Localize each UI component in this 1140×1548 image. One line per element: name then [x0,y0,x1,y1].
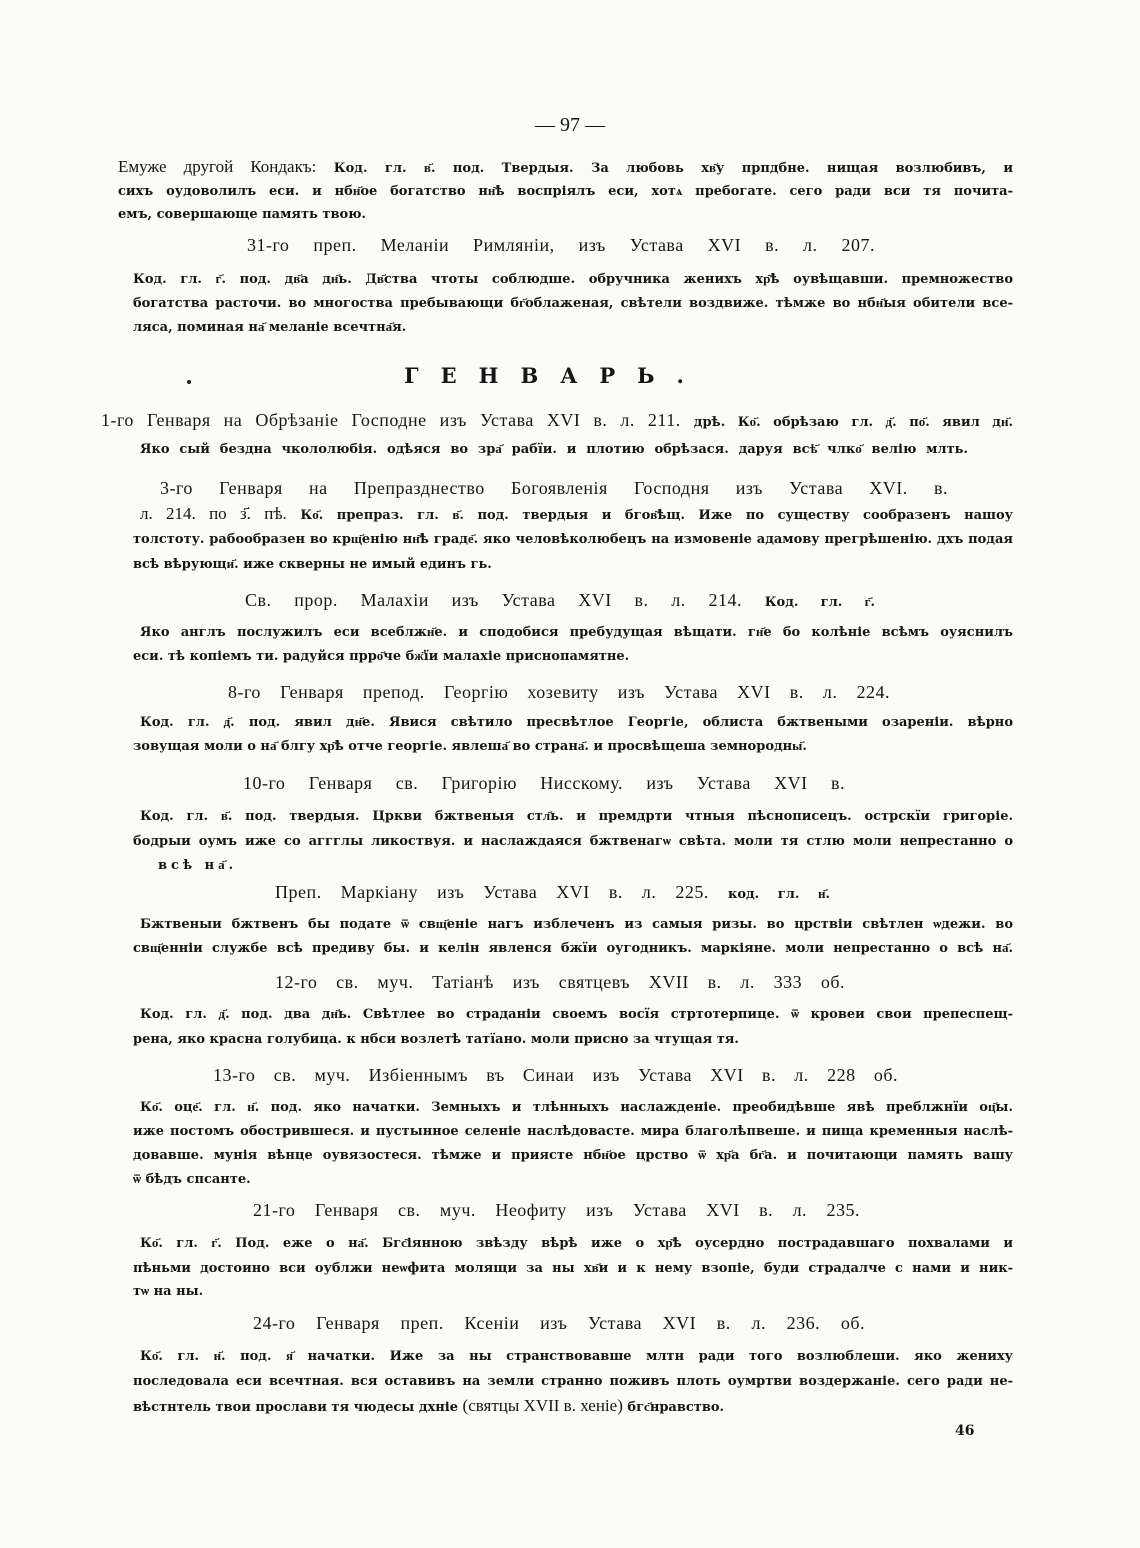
malachi-heading-text: Св. прор. Малахіи изъ Устава XVI в. л. 214. [245,590,742,610]
marcian-heading-text: Преп. Маркіану изъ Устава XVI в. л. 225. [275,882,709,902]
marcian-heading [275,881,830,904]
melania-line-3: ляса, поминая на҃ меланіе всечтна҃я. [133,320,407,335]
sinai-line-4: ѿ бѣдъ спсанте. [133,1172,251,1187]
sinai-line-3: довавше. мунія вѣнце оувязостеся. тѣмже и приясте нбн҃ое црство ѿ хр҃а бг҃а. и почитающи память вашу [133,1148,1013,1163]
other-kondak-line-1 [118,156,1013,179]
gregory-line-2: бодрыи оумъ иже со аггглы ликоствуя. и наслаждаяся бжтвенагѡ свѣта. моли тя стлю моли непрестанно о [133,834,1013,849]
neophytus-line-3: тѡ на ны. [133,1284,204,1299]
tatiana-line-2: рена, яко красна голубица. к нбси возлетѣ татїано. моли присно за чтущая тя. [133,1032,739,1047]
neophytus-line-1: Ко҃. гл. г҃. Под. еже о на҃. Бгс҃іянною звѣзду вѣрѣ иже о хр҃ѣ оусердно пострадавшаго похвалами и [140,1236,1013,1251]
xenia-last-note: (святцы XVII в. хеніе) [462,1396,623,1415]
sinai-heading: 13-го св. муч. Избіеннымъ въ Синаи изъ Устава XVI в. л. 228 об. [213,1065,898,1085]
circumcision-heading-text: 1-го Генваря на Обрѣзаніе Господне изъ Устава XVI в. л. 211. [101,410,681,430]
forefeast-ref: л. 214. по з҃. пѣ. [140,504,287,523]
george-line-2: зовущая моли о на҃ блгу хр҃ѣ отче георгіе. явлеша҃ во страна҃. и просвѣщеша земнородны҃. [133,739,807,754]
neophytus-heading: 21-го Генваря св. муч. Неофиту изъ Устава XVI в. л. 235. [253,1200,860,1220]
sinai-line-2: иже постомъ обострившеся. и пустынное селеніе наслѣдовасте. мира благолѣпвеше. и пища кременныя наслѣ- [133,1124,1013,1139]
other-kondak-line-2: сихъ оудоволилъ еси. и нбн҃ое богатство нн҃ѣ воспріялъ еси, хотѧ пребогате. сего ради вси тя почита- [118,184,1013,199]
malachi-heading [245,589,875,612]
marcian-line-2: свщ҃енніи службе всѣ предиву бы. и келін явленся бжїи оугодникъ. маркіяне. моли непрестанно о всѣ на҃. [133,941,1013,956]
xenia-last-start: вѣстнтель твои прослави тя чюдесы дхніе [133,1400,458,1415]
forefeast-line-3: всѣ вѣрующи҃. иже скверны не имый единъ гь. [133,557,492,572]
other-kondak-intro: Емуже другой Кондакъ: [118,157,317,176]
malachi-line-2: еси. тѣ копіемъ ти. радуйся прро҃че бж҃їи малахіе приснопамятне. [133,649,630,664]
signature-number: 46 [955,1423,975,1439]
marcian-heading-bold: код. гл. н҃. [727,887,830,902]
circumcision-line-1: Яко сый бездна чкололюбія. одѣяся во зра҃ рабїи. и плотию обрѣзася. даруя всѣ҃ члко҃ велію млть. [140,442,968,457]
forefeast-line-1 [140,503,1013,526]
month-title: ГЕНВАРЬ. [404,363,706,388]
gregory-line-1: Код. гл. в҃. под. твердыя. Цркви бжтвеныя стл҃ь. и премдрти чтныя пѣснописецъ. острскїи григоріе. [140,809,1013,824]
forefeast-heading: 3-го Генваря на Препразднество Богоявленія Господня изъ Устава XVI. в. [160,478,948,498]
page-number: — 97 — [535,114,605,136]
melania-line-1: Код. гл. г҃. под. дв҃а дн҃ь. Дв҃ства чтоты соблюдше. обручника женихъ хр҃ѣ оувѣщавши. премножество [133,272,1013,287]
tatiana-heading: 12-го св. муч. Татіанѣ изъ святцевъ XVII в. л. 333 об. [275,972,845,992]
marcian-line-1: Бжтвеныи бжтвенъ бы подате ѿ свщ҃еніе нагъ изблеченъ из самыя ризы. во црствіи свѣтлен ѡдежи. во [140,917,1013,932]
forefeast-line-2: толстоту. рабообразен во крщ҃енію нн҃ѣ граде҃. яко человѣколюбецъ на измовеніе адамову прегрѣшенію. дхъ подая [133,532,1013,547]
circumcision-heading-bold: дрѣ. Ко҃. обрѣзаю гл. д҃. по҃. явил дн҃. [693,415,1013,430]
xenia-heading: 24-го Генваря преп. Ксеніи изъ Устава XVI в. л. 236. об. [253,1313,865,1333]
gregory-heading: 10-го Генваря св. Григорію Нисскому. изъ Устава XVI в. [243,773,845,793]
george-heading: 8-го Генваря препод. Георгію хозевиту изъ Устава XVI в. л. 224. [228,682,890,702]
gregory-line-3: всѣ на҃. [158,858,238,873]
tatiana-line-1: Код. гл. д҃. под. два дн҃ь. Свѣтлее во страданіи своемъ восїя стртотерпице. ѿ кровеи свои препеспещ- [140,1007,1013,1022]
forefeast-text-1: Ко҃. препраз. гл. в҃. под. твердыя и бгов҃ѣщ. Иже по существу сообразенъ нашоу [300,508,1013,523]
print-speck [187,380,191,384]
other-kondak-line-3: емъ, совершающе память твою. [118,207,367,222]
xenia-line-3 [133,1395,1013,1418]
xenia-line-1: Ко҃. гл. н҃. под. я҃ начатки. Иже за ны странствовавше млтн ради того возлюблеши. яко жениху [140,1349,1013,1364]
neophytus-line-2: пѣньми достоино вси оублжи неѡфита молящи за ны хв҃и и к нему взопіе, буди страдалче с нами и ник- [133,1261,1013,1276]
xenia-line-2: последовала еси всечтная. вся оставивъ на земли странно поживъ плоть оумртви воздержаніе. сего ради не- [133,1374,1013,1389]
george-line-1: Код. гл. д҃. под. явил дн҃е. Явися свѣтило пресвѣтлое Георгіе, облиста бжтвеными озареніи. вѣрно [140,715,1013,730]
xenia-last-end: бгс҃нравство. [627,1400,725,1415]
malachi-heading-bold: Код. гл. г҃. [764,595,875,610]
other-kondak-text-1: Код. гл. в҃. под. Твердыя. За любовь хв҃у прпдбне. нищая возлюбивъ, и [333,161,1013,176]
melania-line-2: богатства расточи. во многоства пребывающи бг҃облаженая, свѣтели воздвиже. тѣмже во нбн҃ыя обители все- [133,296,1013,311]
circumcision-heading [101,409,1013,432]
melania-heading: 31-го преп. Меланіи Римляніи, изъ Устава XVI в. л. 207. [247,235,875,255]
sinai-line-1: Ко҃. оце҃. гл. н҃. под. яко начатки. Земныхъ и тлѣнныхъ наслажденіе. преобидѣвше явѣ преблжнїи оц҃ы. [140,1100,1013,1115]
malachi-line-1: Яко англъ послужилъ еси всеблжн҃е. и сподобися пребудущая вѣщати. гн҃е бо колѣніе всѣмъ оуяснилъ [140,625,1013,640]
